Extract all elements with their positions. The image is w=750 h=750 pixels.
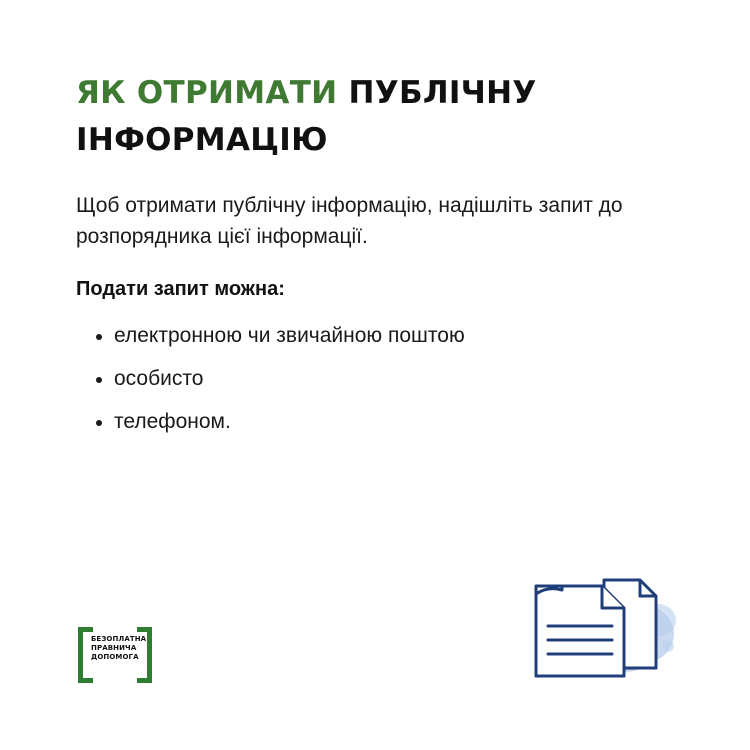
list-item [76, 364, 676, 394]
page-title [76, 70, 676, 164]
logo-line: БЕЗОПЛАТНА [91, 635, 147, 643]
logo-line: ПРАВНИЧА [91, 644, 137, 652]
title-rest-line1: ПУБЛІЧНУ [337, 75, 537, 111]
title-rest-line2: ІНФОРМАЦІЮ [76, 122, 328, 158]
content [76, 70, 676, 450]
front-document [536, 586, 624, 676]
subhead: Подати запит можна: [76, 278, 285, 300]
bullet-dot [96, 420, 102, 426]
list-item [76, 407, 676, 437]
documents-icon [528, 572, 684, 682]
logo [78, 627, 152, 677]
list-item [76, 321, 676, 351]
list-item-text: електронною чи звичайною поштою [114, 324, 465, 347]
list-item-text: особисто [114, 367, 204, 390]
logo-text [91, 635, 147, 662]
bullet-dot [96, 377, 102, 383]
list-item-text: телефоном. [114, 410, 231, 433]
title-accent: ЯК ОТРИМАТИ [76, 75, 338, 111]
bullet-dot [96, 334, 102, 340]
logo-line: ДОПОМОГА [91, 653, 139, 661]
intro-text: Щоб отримати публічну інформацію, надішліть запит до розпорядника цієї інформації. [76, 194, 623, 248]
bullet-list [76, 321, 676, 437]
